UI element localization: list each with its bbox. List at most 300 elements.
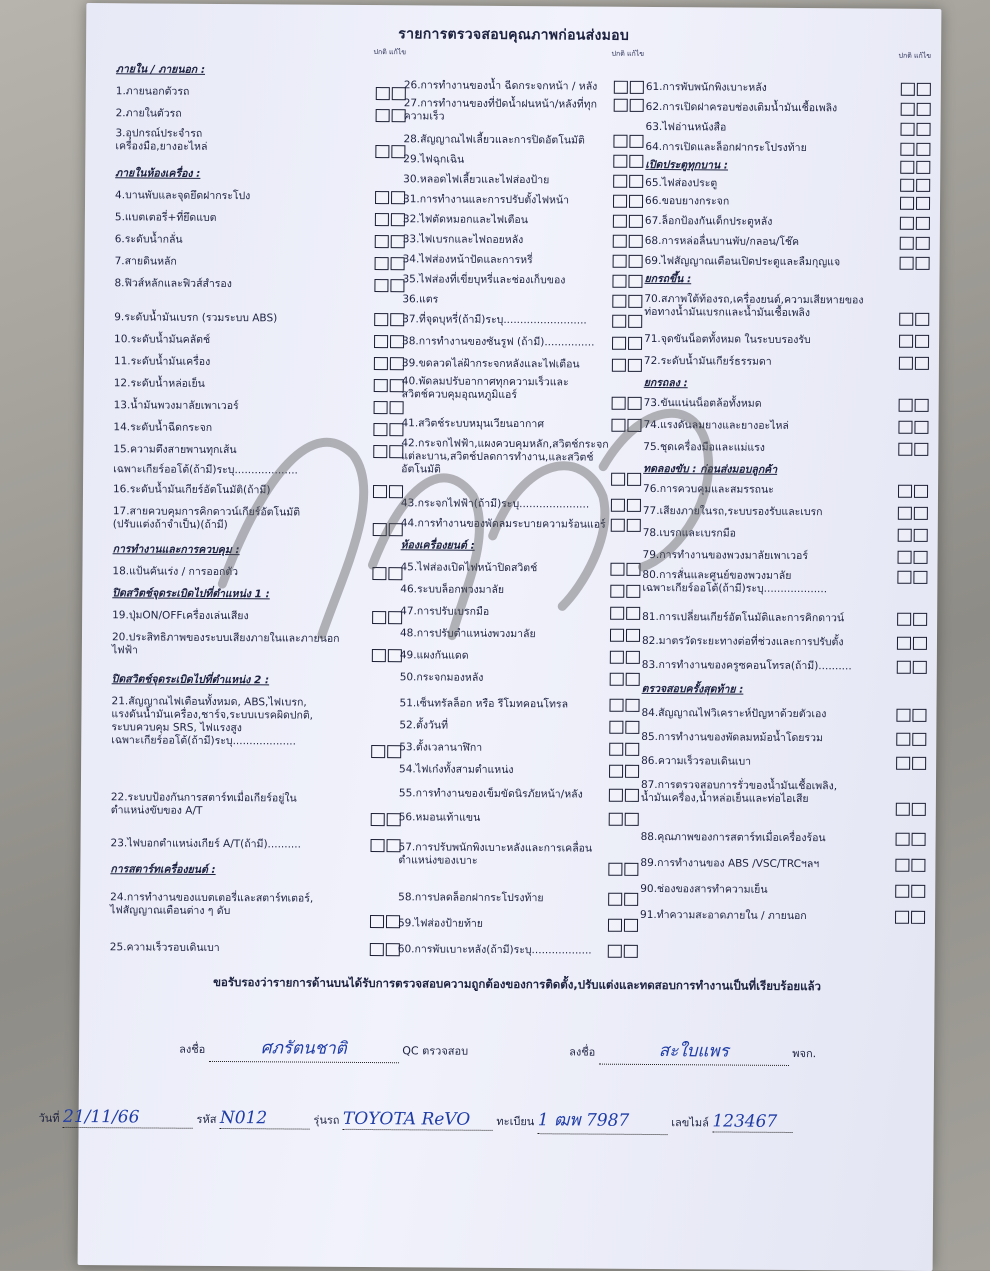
checkbox-pair	[898, 443, 928, 456]
fix-checkbox[interactable]	[915, 335, 929, 348]
normal-checkbox[interactable]	[896, 833, 910, 846]
fix-checkbox[interactable]	[911, 885, 925, 898]
checkbox-pair	[900, 143, 930, 156]
checkbox-pair	[608, 919, 638, 932]
normal-checkbox[interactable]	[371, 745, 385, 758]
normal-checkbox[interactable]	[370, 943, 384, 956]
fix-checkbox[interactable]	[916, 197, 930, 210]
fix-checkbox[interactable]	[629, 155, 643, 168]
checkbox-pair	[609, 721, 639, 734]
fix-checkbox[interactable]	[629, 255, 643, 268]
item-label: 67.ล็อกป้องกันเด็กประตูหลัง	[644, 214, 773, 228]
checklist-item	[641, 831, 926, 846]
normal-checkbox[interactable]	[373, 423, 387, 436]
normal-checkbox[interactable]	[613, 175, 627, 188]
normal-checkbox[interactable]	[610, 607, 624, 620]
item-label: 57.การปรับพนักพิงเบาะหลังและการเคลื่อน ตำแหน่งของเบาะ	[398, 841, 593, 867]
item-label: ทดลองขับ : ก่อนส่งมอบลูกค้า	[643, 462, 778, 476]
fix-checkbox[interactable]	[912, 833, 926, 846]
normal-checkbox[interactable]	[901, 123, 915, 136]
normal-checkbox[interactable]	[609, 765, 623, 778]
checkbox-pair	[895, 885, 925, 898]
item-label: 77.เสียงภายในรถ,ระบบรองรับและเบรก	[642, 504, 823, 519]
normal-checkbox[interactable]	[608, 863, 622, 876]
normal-checkbox[interactable]	[614, 81, 628, 94]
normal-checkbox[interactable]	[897, 637, 911, 650]
checklist-item	[116, 107, 406, 122]
qc-signature	[209, 1034, 399, 1063]
normal-checkbox[interactable]	[373, 485, 387, 498]
normal-checkbox[interactable]	[610, 585, 624, 598]
item-label: 3.อุปกรณ์ประจำรถ เครื่องมือ,ยางอะไหล่	[115, 127, 208, 153]
item-label: 42.กระจกไฟฟ้า,แผงควบคุมหลัก,สวิตช์กระจก แต่ละบาน,สวิตช์ปลดการทำงาน,และสวิตช์ อัตโนมัติ	[401, 437, 609, 476]
checklist-item	[403, 253, 643, 268]
checklist-item	[112, 631, 402, 662]
normal-checkbox[interactable]	[608, 945, 622, 958]
sign2-role: พจก.	[792, 1046, 817, 1061]
fix-checkbox[interactable]	[625, 721, 639, 734]
item-label: 13.น้ำมันพวงมาลัยเพาเวอร์	[113, 399, 239, 413]
fix-checkbox[interactable]	[911, 859, 925, 872]
item-label: 75.ชุดเครื่องมือและแม่แรง	[643, 440, 765, 454]
column-2	[397, 47, 645, 957]
checklist-item	[400, 605, 640, 620]
checkbox-pair	[612, 337, 642, 350]
fix-checkbox[interactable]	[626, 607, 640, 620]
fix-checkbox[interactable]	[912, 709, 926, 722]
normal-checkbox[interactable]	[611, 519, 625, 532]
item-label: 69.ไฟสัญญาณเตือนเปิดประตูและลืมกุญแจ	[644, 254, 841, 269]
fix-checkbox[interactable]	[914, 485, 928, 498]
checklist-item	[115, 127, 405, 158]
checkbox-pair	[613, 235, 643, 248]
checklist-item	[645, 177, 930, 192]
item-label: 86.ความเร็วรอบเดินเบา	[641, 754, 752, 768]
normal-checkbox[interactable]	[371, 813, 385, 826]
checkbox-pair	[901, 123, 931, 136]
fix-checkbox[interactable]	[912, 757, 926, 770]
normal-checkbox[interactable]	[375, 257, 389, 270]
item-label: 12.ระดับน้ำหล่อเย็น	[113, 377, 205, 390]
checklist-item	[646, 121, 931, 136]
fix-checkbox[interactable]	[625, 765, 639, 778]
normal-checkbox[interactable]	[608, 919, 622, 932]
normal-checkbox[interactable]	[897, 613, 911, 626]
checkbox-pair	[612, 359, 642, 372]
normal-checkbox[interactable]	[375, 213, 389, 226]
checklist-item	[640, 883, 925, 898]
checklist-item	[644, 397, 929, 412]
fix-checkbox[interactable]	[917, 83, 931, 96]
normal-checkbox[interactable]	[373, 445, 387, 458]
fix-checkbox[interactable]	[914, 551, 928, 564]
item-label: 25.ความเร็วรอบเดินเบา	[109, 941, 220, 954]
item-label: 51.เซ็นทรัลล็อก หรือ รีโมทคอนโทรล	[399, 697, 569, 711]
normal-checkbox[interactable]	[613, 135, 627, 148]
fix-checkbox[interactable]	[913, 571, 927, 584]
checklist-item	[400, 671, 640, 686]
item-label: 20.ประสิทธิภาพของระบบเสียงภายในและภายนอก ไฟฟ้า	[111, 631, 340, 657]
item-label: 24.การทำงานของแบตเตอรี่และสตาร์ทเตอร์, ไฟสัญญาณเตือนต่าง ๆ ดับ	[110, 891, 314, 918]
checkbox-pair	[901, 103, 931, 116]
fix-checkbox[interactable]	[911, 911, 925, 924]
item-label: 79.การทำงานของพวงมาลัยเพาเวอร์	[642, 548, 809, 563]
checklist-item	[402, 293, 642, 308]
normal-checkbox[interactable]	[609, 743, 623, 756]
normal-checkbox[interactable]	[375, 191, 389, 204]
fix-checkbox[interactable]	[916, 143, 930, 156]
checklist-item	[643, 483, 928, 498]
normal-checkbox[interactable]	[611, 419, 625, 432]
normal-checkbox[interactable]	[612, 275, 626, 288]
fix-checkbox[interactable]	[626, 585, 640, 598]
fix-checkbox[interactable]	[625, 813, 639, 826]
item-label: 54.ไฟเก๋งทั้งสามตำแหน่ง	[399, 763, 514, 777]
item-label: 11.ระดับน้ำมันเครื่อง	[113, 355, 211, 368]
fix-checkbox[interactable]	[628, 359, 642, 372]
checkbox-pair	[372, 649, 402, 662]
item-label: 37.ที่จุดบุหรี่(ถ้ามี)ระบุ.........................	[402, 313, 587, 327]
normal-checkbox[interactable]	[612, 397, 626, 410]
fix-checkbox[interactable]	[912, 803, 926, 816]
fix-checkbox[interactable]	[917, 103, 931, 116]
item-label: 83.การทำงานของครูซคอนโทรล(ถ้ามี)..........	[641, 658, 852, 673]
normal-checkbox[interactable]	[372, 567, 386, 580]
normal-checkbox[interactable]	[610, 629, 624, 642]
normal-checkbox[interactable]	[610, 651, 624, 664]
checkbox-pair	[899, 357, 929, 370]
normal-checkbox[interactable]	[376, 87, 390, 100]
checklist-item	[112, 609, 402, 624]
fix-checkbox[interactable]	[624, 863, 638, 876]
fix-checkbox[interactable]	[627, 499, 641, 512]
normal-checkbox[interactable]	[899, 399, 913, 412]
normal-checkbox[interactable]	[900, 161, 914, 174]
item-label: 81.การเปลี่ยนเกียร์อัตโนมัติและการคิกดาวน์	[642, 610, 845, 625]
normal-checkbox[interactable]	[612, 359, 626, 372]
normal-checkbox[interactable]	[895, 885, 909, 898]
normal-checkbox[interactable]	[373, 523, 387, 536]
item-label: 29.ไฟฉุกเฉิน	[403, 153, 465, 166]
checkbox-pair	[608, 863, 638, 876]
fix-checkbox[interactable]	[625, 699, 639, 712]
item-label: 64.การเปิดและล็อกฝากระโปรงท้าย	[645, 140, 807, 155]
checkbox-pair	[613, 215, 643, 228]
item-label: 23.ไฟบอกตำแหน่งเกียร์ A/T(ถ้ามี)..........	[110, 837, 301, 851]
normal-checkbox[interactable]	[374, 313, 388, 326]
fix-checkbox[interactable]	[629, 195, 643, 208]
fix-checkbox[interactable]	[916, 217, 930, 230]
checklist-item	[114, 355, 404, 370]
normal-checkbox[interactable]	[899, 313, 913, 326]
normal-checkbox[interactable]	[897, 661, 911, 674]
fix-checkbox[interactable]	[625, 743, 639, 756]
fix-checkbox[interactable]	[629, 215, 643, 228]
fix-checkbox[interactable]	[913, 613, 927, 626]
item-label: 10.ระดับน้ำมันคลัตช์	[114, 333, 211, 346]
fix-checkbox[interactable]	[630, 99, 644, 112]
item-label: 35.ไฟส่องที่เขี่ยบุหรี่และช่องเก็บของ	[402, 273, 566, 287]
normal-checkbox[interactable]	[609, 789, 623, 802]
item-label: การสตาร์ทเครื่องยนต์ :	[110, 863, 216, 876]
fix-checkbox[interactable]	[628, 337, 642, 350]
checkbox-pair	[609, 789, 639, 802]
normal-checkbox[interactable]	[900, 179, 914, 192]
normal-checkbox[interactable]	[900, 217, 914, 230]
item-label: 15.ความตึงสายพานทุกเส้น	[113, 443, 237, 457]
fix-checkbox[interactable]	[628, 315, 642, 328]
normal-checkbox[interactable]	[900, 237, 914, 250]
normal-checkbox[interactable]	[612, 337, 626, 350]
section-heading	[116, 63, 406, 78]
checklist-item	[642, 611, 927, 626]
normal-checkbox[interactable]	[612, 315, 626, 328]
fix-checkbox[interactable]	[916, 237, 930, 250]
fix-checkbox[interactable]	[628, 397, 642, 410]
fix-checkbox[interactable]	[627, 419, 641, 432]
normal-checkbox[interactable]	[899, 357, 913, 370]
fix-checkbox[interactable]	[624, 945, 638, 958]
item-label: 74.แรงดันลมยางและยางอะไหล่	[643, 418, 789, 432]
normal-checkbox[interactable]	[901, 83, 915, 96]
normal-checkbox[interactable]	[896, 709, 910, 722]
normal-checkbox[interactable]	[898, 485, 912, 498]
checkbox-pair	[374, 335, 404, 348]
checkbox-pair	[609, 699, 639, 712]
normal-checkbox[interactable]	[898, 529, 912, 542]
checklist-sheet	[38, 3, 942, 1271]
column-header: ปกติ แก้ไข	[611, 49, 645, 58]
model-value: TOYOTA ReVO	[342, 1108, 471, 1130]
checkbox-pair	[375, 145, 405, 158]
item-label: 40.พัดลมปรับอากาศทุกความเร็วและ สวิตช์ควบคุมอุณหภูมิแอร์	[401, 375, 569, 402]
normal-checkbox[interactable]	[375, 235, 389, 248]
checkbox-pair	[896, 833, 926, 846]
fix-checkbox[interactable]	[626, 629, 640, 642]
checklist-item	[114, 311, 404, 326]
checklist-item	[398, 841, 638, 876]
normal-checkbox[interactable]	[613, 155, 627, 168]
item-label: 41.สวิตช์ระบบหมุนเวียนอากาศ	[401, 417, 545, 431]
item-label: 65.ไฟส่องประตู	[645, 176, 718, 190]
checklist-item	[400, 649, 640, 664]
normal-checkbox[interactable]	[895, 859, 909, 872]
sign1-label: ลงชื่อ	[179, 1042, 206, 1056]
fix-checkbox[interactable]	[914, 443, 928, 456]
checkbox-pair	[612, 397, 642, 410]
fix-checkbox[interactable]	[628, 295, 642, 308]
checklist-item	[115, 189, 405, 204]
normal-checkbox[interactable]	[901, 103, 915, 116]
checkbox-pair	[374, 313, 404, 326]
item-label: ปิดสวิตช์จุดระเบิดไปที่ตำแหน่ง 1 :	[112, 587, 270, 601]
item-label: 18.แป้นคันเร่ง / การออกตัว	[112, 565, 239, 579]
fix-checkbox[interactable]	[627, 519, 641, 532]
vehicle-info-line	[39, 1103, 793, 1136]
normal-checkbox[interactable]	[609, 813, 623, 826]
sign2-label: ลงชื่อ	[569, 1045, 596, 1059]
normal-checkbox[interactable]	[370, 839, 384, 852]
normal-checkbox[interactable]	[613, 235, 627, 248]
item-label: 45.ไฟส่องเปิดไฟหน้าปิดสวิตช์	[400, 561, 538, 575]
item-label: 90.ช่องของสารทำความเย็น	[640, 882, 768, 896]
fix-checkbox[interactable]	[629, 235, 643, 248]
fix-checkbox[interactable]	[915, 399, 929, 412]
checkbox-pair	[895, 911, 925, 924]
normal-checkbox[interactable]	[900, 257, 914, 270]
certification-text: ขอรับรองว่ารายการด้านบนได้รับการตรวจสอบความถูกต้องของการติดตั้ง,ปรับแต่งและทดสอบการทำงานเป็นที่เรียบร้อยแล้ว	[213, 974, 822, 994]
fix-checkbox[interactable]	[914, 421, 928, 434]
item-label: 7.สายดินหลัก	[114, 255, 177, 268]
normal-checkbox[interactable]	[609, 699, 623, 712]
normal-checkbox[interactable]	[897, 571, 911, 584]
checkbox-pair	[899, 399, 929, 412]
section-heading	[115, 167, 405, 182]
checklist-item	[110, 891, 400, 928]
page-title: รายการตรวจสอบคุณภาพก่อนส่งมอบ	[398, 26, 630, 44]
checklist-item	[642, 569, 927, 597]
checkbox-pair	[609, 813, 639, 826]
fix-checkbox[interactable]	[915, 357, 929, 370]
manager-signature-line	[569, 1036, 816, 1066]
normal-checkbox[interactable]	[608, 893, 622, 906]
checkbox-pair	[611, 499, 641, 512]
fix-checkbox[interactable]	[624, 919, 638, 932]
column-header: ปกติ แก้ไข	[898, 51, 932, 60]
checkbox-pair	[898, 507, 928, 520]
item-label: ยกรถลง :	[643, 376, 688, 390]
normal-checkbox[interactable]	[613, 255, 627, 268]
checklist-item	[398, 917, 638, 932]
normal-checkbox[interactable]	[374, 357, 388, 370]
fix-checkbox[interactable]	[629, 175, 643, 188]
code-label: รหัส	[196, 1112, 217, 1126]
item-label: ตรวจสอบครั้งสุดท้าย :	[641, 682, 744, 696]
fix-checkbox[interactable]	[626, 563, 640, 576]
normal-checkbox[interactable]	[898, 507, 912, 520]
normal-checkbox[interactable]	[374, 335, 388, 348]
normal-checkbox[interactable]	[611, 473, 625, 486]
fix-checkbox[interactable]	[625, 789, 639, 802]
fix-checkbox[interactable]	[917, 123, 931, 136]
normal-checkbox[interactable]	[372, 611, 386, 624]
fix-checkbox[interactable]	[914, 529, 928, 542]
fix-checkbox[interactable]	[626, 673, 640, 686]
item-label: 80.การสั่นและศูนย์ของพวงมาลัย เฉพาะเกียร์ออโต้(ถ้ามี)ระบุ...................	[642, 568, 828, 596]
normal-checkbox[interactable]	[374, 401, 388, 414]
fix-checkbox[interactable]	[630, 81, 644, 94]
checkbox-pair	[376, 87, 406, 100]
fix-checkbox[interactable]	[914, 507, 928, 520]
item-label: 33.ไฟเบรกและไฟถอยหลัง	[402, 233, 524, 247]
checklist-item	[398, 891, 638, 906]
normal-checkbox[interactable]	[896, 757, 910, 770]
normal-checkbox[interactable]	[896, 803, 910, 816]
normal-checkbox[interactable]	[896, 733, 910, 746]
normal-checkbox[interactable]	[374, 279, 388, 292]
checklist-item	[402, 335, 642, 350]
normal-checkbox[interactable]	[900, 197, 914, 210]
normal-checkbox[interactable]	[610, 563, 624, 576]
normal-checkbox[interactable]	[372, 649, 386, 662]
normal-checkbox[interactable]	[613, 195, 627, 208]
fix-checkbox[interactable]	[627, 473, 641, 486]
checkbox-pair	[896, 803, 926, 816]
checklist-item	[403, 153, 643, 168]
fix-checkbox[interactable]	[913, 661, 927, 674]
checklist-item	[402, 357, 642, 372]
item-label: 49.แผงกันแดด	[399, 649, 469, 662]
fix-checkbox[interactable]	[915, 313, 929, 326]
fix-checkbox[interactable]	[912, 733, 926, 746]
normal-checkbox[interactable]	[613, 215, 627, 228]
checkbox-pair	[370, 943, 400, 956]
checkbox-pair	[897, 661, 927, 674]
checklist-item	[112, 565, 402, 580]
fix-checkbox[interactable]	[624, 893, 638, 906]
normal-checkbox[interactable]	[610, 673, 624, 686]
checklist-item	[400, 561, 640, 576]
mileage-value: 123467	[712, 1111, 778, 1132]
date-value: 21/11/66	[63, 1106, 140, 1128]
column-1	[109, 45, 407, 954]
item-label: 21.สัญญาณไฟเตือนทั้งหมด, ABS,ไฟเบรก, แรงดันน้ำมันเครื่อง,ชาร์จ,ระบบเบรคผิดปกติ, ระบบควบคุม SRS, ไฟแรงสูง เฉพาะเกียร์ออโต้(ถ้ามี)ระบุ...................	[111, 695, 314, 748]
normal-checkbox[interactable]	[612, 295, 626, 308]
normal-checkbox[interactable]	[370, 915, 384, 928]
normal-checkbox[interactable]	[898, 443, 912, 456]
sign1-role: QC ตรวจสอบ	[402, 1044, 469, 1058]
fix-checkbox[interactable]	[628, 275, 642, 288]
item-label: 78.เบรกและเบรกมือ	[642, 526, 737, 540]
fix-checkbox[interactable]	[913, 637, 927, 650]
checklist-item	[645, 235, 930, 250]
checklist-item	[642, 659, 927, 674]
normal-checkbox[interactable]	[611, 499, 625, 512]
section-heading	[112, 587, 402, 602]
item-label: 27.การทำงานของที่ปัดน้ำฝนหน้า/หลังที่ทุก ความเร็ว	[403, 97, 598, 123]
checklist-item	[644, 293, 929, 326]
normal-checkbox[interactable]	[898, 551, 912, 564]
normal-checkbox[interactable]	[899, 335, 913, 348]
checkbox-pair	[610, 651, 640, 664]
checkbox-pair	[901, 83, 931, 96]
checkbox-pair	[608, 893, 638, 906]
normal-checkbox[interactable]	[895, 911, 909, 924]
fix-checkbox[interactable]	[916, 179, 930, 192]
normal-checkbox[interactable]	[376, 109, 390, 122]
checkbox-pair	[376, 109, 406, 122]
checklist-item	[641, 779, 926, 816]
checklist-item	[399, 787, 639, 802]
checklist-item	[399, 697, 639, 712]
normal-checkbox[interactable]	[614, 99, 628, 112]
normal-checkbox[interactable]	[898, 421, 912, 434]
fix-checkbox[interactable]	[629, 135, 643, 148]
checklist-item	[643, 505, 928, 520]
normal-checkbox[interactable]	[609, 721, 623, 734]
checkbox-pair	[896, 757, 926, 770]
fix-checkbox[interactable]	[916, 257, 930, 270]
column-header: ปกติ แก้ไข	[373, 48, 407, 57]
normal-checkbox[interactable]	[900, 143, 914, 156]
fix-checkbox[interactable]	[916, 161, 930, 174]
normal-checkbox[interactable]	[374, 379, 388, 392]
checkbox-pair	[896, 733, 926, 746]
normal-checkbox[interactable]	[375, 145, 389, 158]
checklist-item	[641, 731, 926, 746]
fix-checkbox[interactable]	[626, 651, 640, 664]
item-label: 66.ขอบยางกระจก	[645, 194, 730, 208]
